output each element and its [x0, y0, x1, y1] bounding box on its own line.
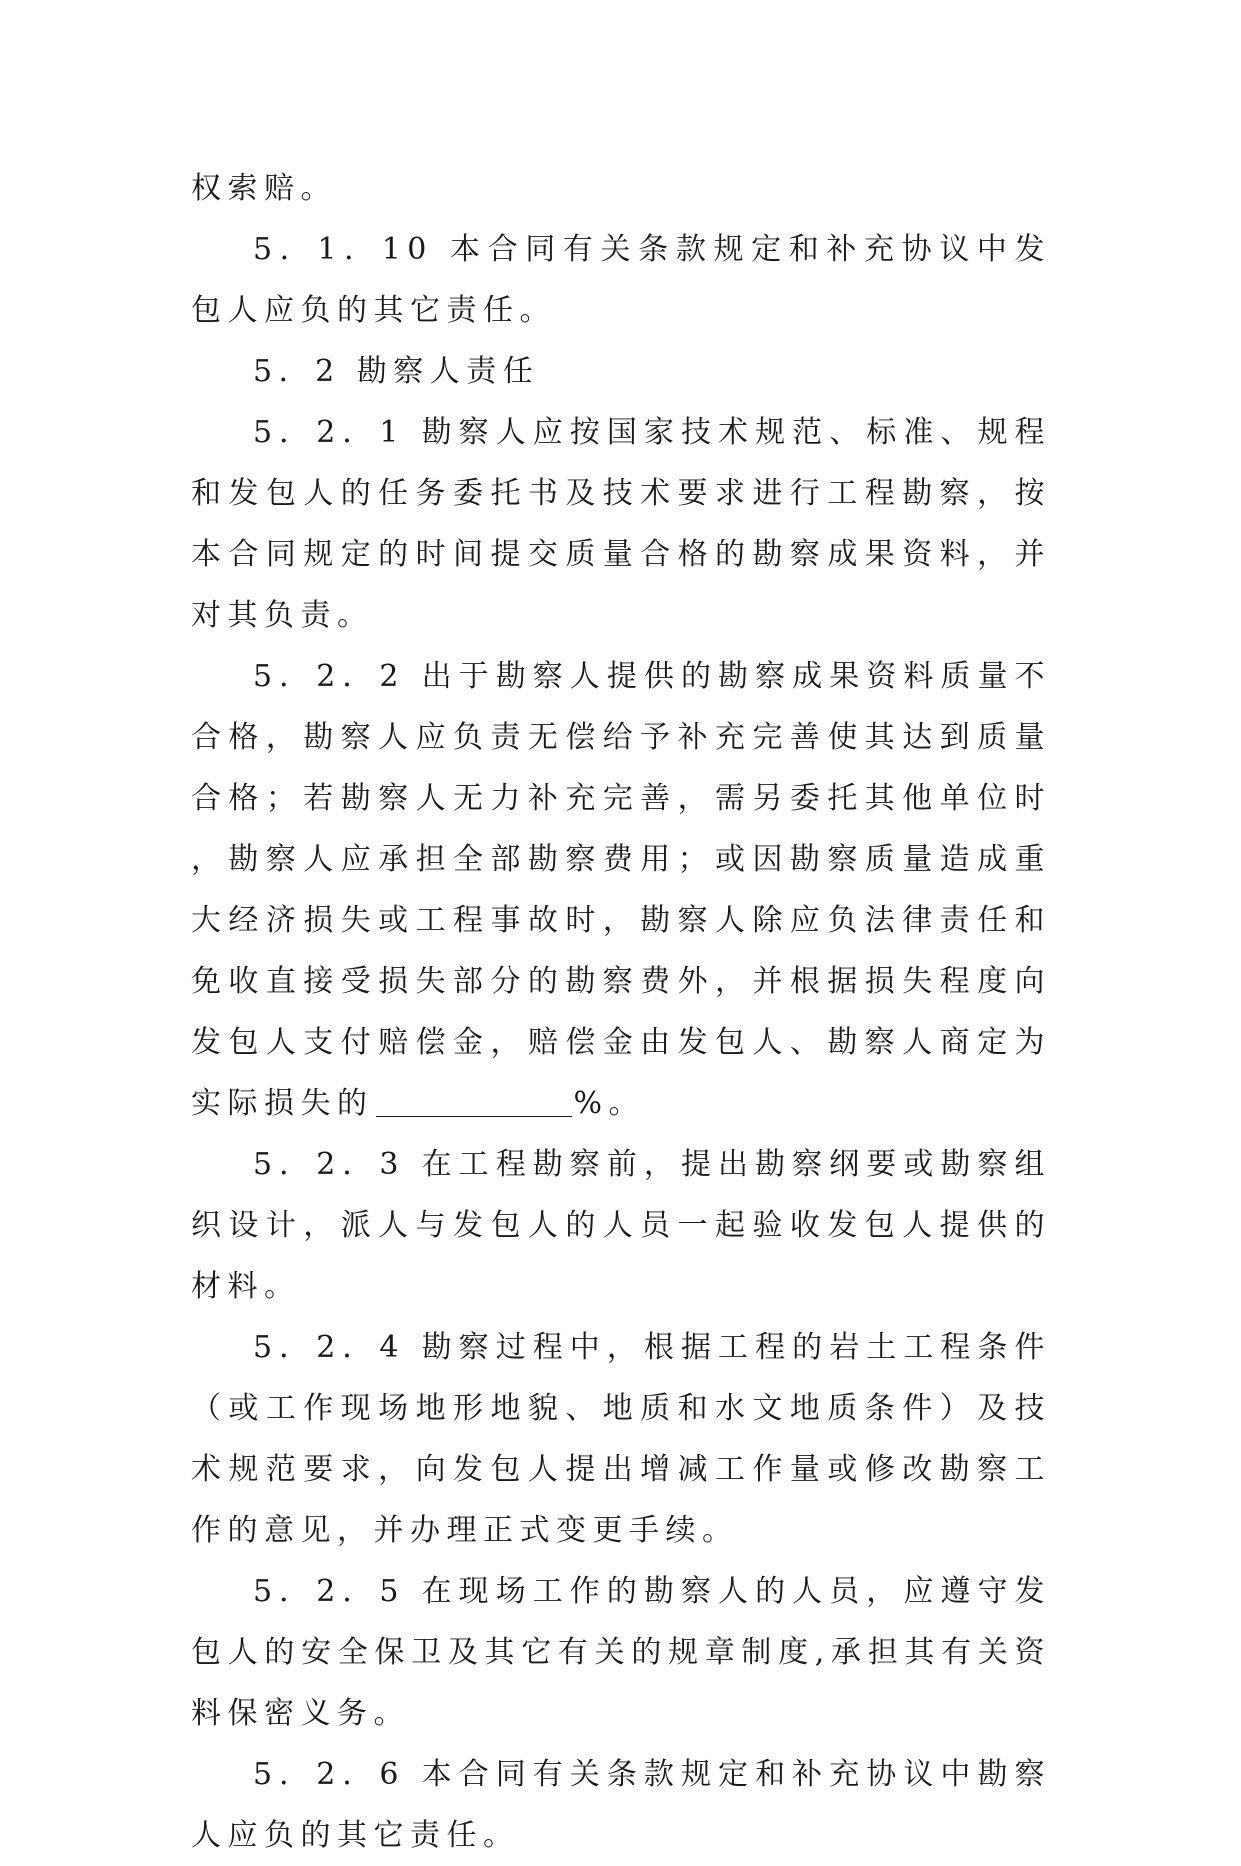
paragraph-5-2-2	[191, 646, 1051, 1134]
paragraph-5-1-10: 5．1．10 本合同有关条款规定和补充协议中发包人应负的其它责任。	[191, 232, 1051, 328]
paragraph-5-2-2-text: 5．2．2 出于勘察人提供的勘察成果资料质量不合格，勘察人应负责无偿给予补充完善使其达到质量合格；若勘察人无力补充完善，需另委托其他单位时，勘察人应承担全部勘察费用；或因勘察质量造成重大经济损失或工程事故时，勘察人除应负法律责任和免收直接受损失部分的勘察费外，并根据损失程度向发包人支付赔偿金，赔偿金由发包人、勘察人商定为实际损失的	[191, 659, 1051, 1121]
paragraph-5-2-3: 5．2．3 在工程勘察前，提出勘察纲要或勘察组织设计，派人与发包人的人员一起验收发包人提供的材料。	[191, 1147, 1051, 1304]
percentage-blank-line	[376, 1086, 572, 1117]
paragraph-claims-end: 权索赔。	[191, 171, 337, 206]
paragraph-5-2-2-suffix: %。	[573, 1086, 646, 1121]
paragraph-5-2-6: 5．2．6 本合同有关条款规定和补充协议中勘察人应负的其它责任。	[191, 1757, 1051, 1853]
document-body	[191, 158, 1051, 1866]
paragraph-5-2-5: 5．2．5 在现场工作的勘察人的人员，应遵守发包人的安全保卫及其它有关的规章制度,承担其有关资料保密义务。	[191, 1574, 1051, 1731]
heading-5-2-surveyor-responsibility: 5．2 勘察人责任	[253, 354, 540, 389]
paragraph-5-2-1: 5．2．1 勘察人应按国家技术规范、标准、规程和发包人的任务委托书及技术要求进行工程勘察，按本合同规定的时间提交质量合格的勘察成果资料，并对其负责。	[191, 415, 1051, 633]
paragraph-5-2-4: 5．2．4 勘察过程中，根据工程的岩土工程条件（或工作现场地形地貌、地质和水文地质条件）及技术规范要求，向发包人提出增减工作量或修改勘察工作的意见，并办理正式变更手续。	[191, 1330, 1051, 1548]
